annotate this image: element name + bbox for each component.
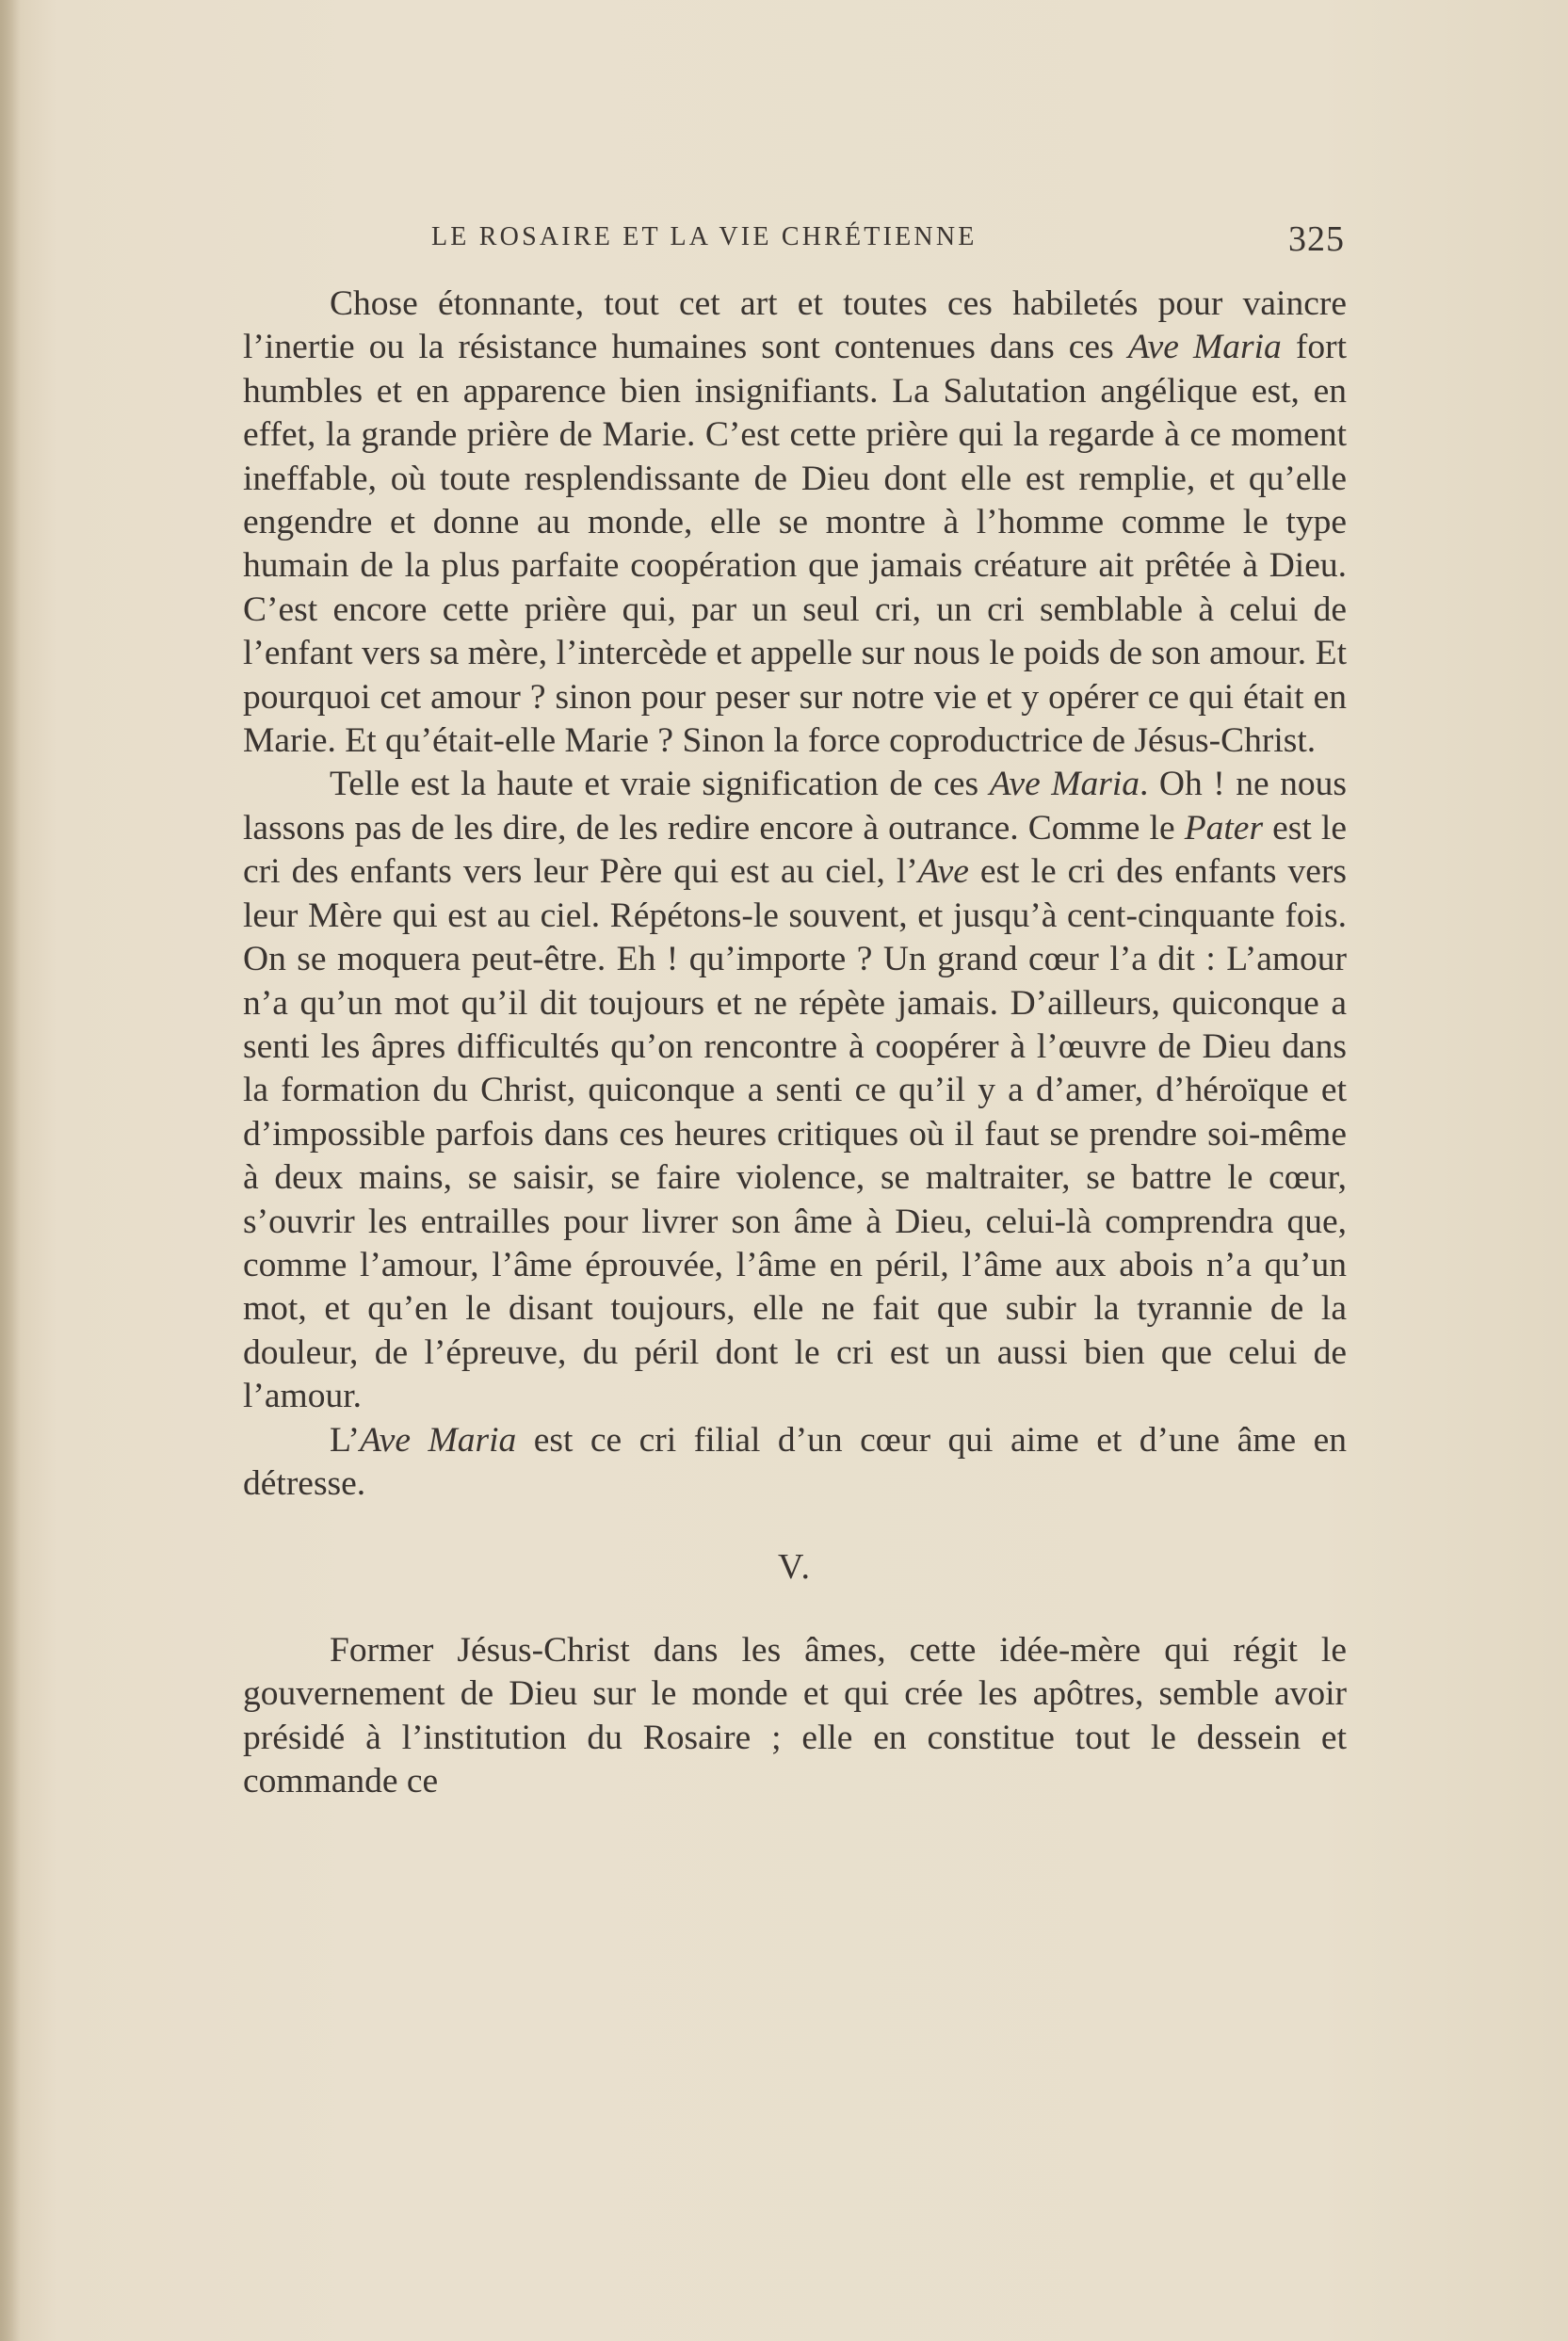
- paragraph-1-text-b: fort humbles et en apparence bien insignifiants. La Salutation angélique est, en effet, la grande prière de Marie. C’est cette prière qui la regarde à ce moment ineffable, où toute resplendissante de Dieu dont elle est remplie, et qu’elle engendre et donne au monde, elle se montre à l’homme comme le type humain de la plus parfaite coopération que jamais créature ait prêtée à Dieu. C’est encore cette prière qui, par un seul cri, un cri semblable à celui de l’enfant vers sa mère, l’intercède et appelle sur nous le poids de son amour. Et pourquoi cet amour ? sinon pour peser sur notre vie et y opérer ce qui était en Marie. Et qu’était-elle Marie ? Sinon la force coproductrice de Jésus-Christ.: [243, 328, 1347, 761]
- paragraph-2: [243, 763, 1347, 1418]
- paragraph-3: [243, 1419, 1347, 1507]
- paragraph-3-text-b: est ce cri filial d’un cœur qui aime et d’une âme en détresse.: [243, 1420, 1347, 1503]
- paragraph-1-text-a: Chose étonnante, tout cet art et toutes ces habiletés pour vaincre l’inertie ou la résistance humaines sont contenues dans ces: [243, 284, 1347, 367]
- running-head: [243, 215, 1345, 271]
- section-number: V.: [777, 1547, 813, 1588]
- paragraph-2-text-d: est le cri des enfants vers leur Mère qui est au ciel. Répétons-le souvent, et jusqu’à cent-cinquante fois. On se moquera peut-être. Eh ! qu’importe ? Un grand cœur l’a dit : L’amour n’a qu’un mot qu’il dit toujours et ne répète jamais. D’ailleurs, quiconque a senti les âpres difficultés qu’on rencontre à coopérer à l’œuvre de Dieu dans la formation du Christ, quiconque a senti ce qu’il y a d’amer, d’héroïque et d’impossible parfois dans ces heures critiques où il faut se prendre soi-même à deux mains, se saisir, se faire violence, se maltraiter, se battre le cœur, s’ouvrir les entrailles pour livrer son âme à Dieu, celui-là comprendra que, comme l’amour, l’âme éprouvée, l’âme en péril, l’âme aux abois n’a qu’un mot, et qu’en le disant toujours, elle ne fait que subir la tyrannie de la douleur, de l’épreuve, du péril dont le cri est un aussi bien que celui de l’amour.: [243, 852, 1347, 1416]
- paragraph-1: [243, 283, 1347, 763]
- paragraph-3-italic-a: Ave Maria: [359, 1420, 517, 1460]
- paragraph-4-text-a: Former Jésus-Christ dans les âmes, cette idée-mère qui régit le gouvernement de Dieu sur le monde et qui crée les apôtres, semble avoir présidé à l’institution du Rosaire ; elle en constitue tout le dessein et commande ce: [243, 1630, 1347, 1800]
- paragraph-2-italic-a: Ave Maria: [989, 765, 1140, 804]
- paragraph-3-text-a: L’: [330, 1420, 360, 1460]
- paragraph-2-italic-b: Pater: [1184, 808, 1264, 848]
- running-title: LE ROSAIRE ET LA VIE CHRÉTIENNE: [431, 222, 978, 251]
- page-number: 325: [1288, 219, 1345, 259]
- text-block: [243, 283, 1347, 1803]
- paragraph-2-text-c: est le cri des enfants vers leur Père qui est au ciel, l’: [243, 808, 1347, 892]
- paragraph-1-italic-a: Ave Maria: [1127, 328, 1282, 367]
- paragraph-4: [243, 1629, 1347, 1804]
- paragraph-2-text-b: . Oh ! ne nous lassons pas de les dire, de les redire encore à outrance. Comme le: [243, 765, 1347, 848]
- paragraph-2-text-a: Telle est la haute et vraie signification de ces: [330, 765, 990, 804]
- paragraph-2-italic-c: Ave: [917, 852, 969, 892]
- binding-gutter-shadow: [0, 0, 21, 2341]
